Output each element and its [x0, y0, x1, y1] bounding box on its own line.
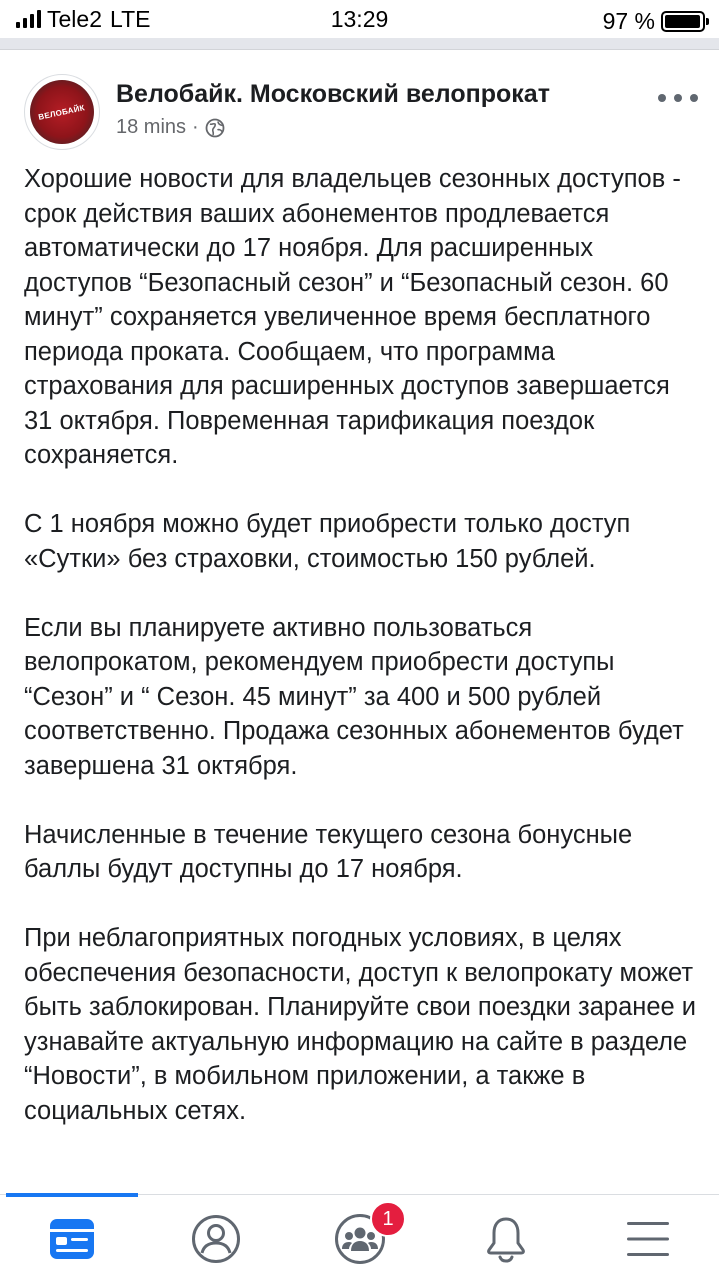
bottom-navigation [0, 1194, 719, 1280]
profile-icon [191, 1214, 241, 1264]
status-time: 13:29 [330, 6, 389, 32]
tab-profile[interactable] [188, 1211, 244, 1267]
post-paragraph: При неблагоприятных погодных условиях, в целях обеспечения безопасности, доступ к велопрокату может быть заблокирован. Планируйте свои поездки заранее и узнавайте актуальную информацию на сайте в разделе “Новости”, в мобильном приложении, а также в социальных сетях. [24, 924, 697, 1125]
logo-text: ВЕЛОБАЙК [37, 102, 87, 122]
battery-status [603, 8, 705, 35]
globe-icon [205, 118, 225, 138]
notification-badge: 1 [370, 1201, 406, 1237]
hamburger-icon [625, 1219, 671, 1259]
header-divider [0, 38, 719, 50]
post-meta [116, 116, 225, 139]
news-feed-icon [48, 1217, 96, 1261]
post-paragraph: Начисленные в течение текущего сезона бонусные баллы будут доступны до 17 ноября. [24, 820, 633, 883]
page-name[interactable]: Велобайк. Московский велопрокат [116, 80, 550, 108]
post-paragraph: Хорошие новости для владельцев сезонных доступов - срок действия ваших абонементов продлевается автоматически до 17 ноября. Для расширенных доступов “Безопасный сезон” и “Безопасный сезон. 60 минут” сохраняется увеличенное время бесплатного периода проката. Сообщаем, что программа страхования для расширенных доступов завершается 31 октября. Повременная тарификация поездок сохраняется. [24, 165, 681, 469]
tab-news-feed[interactable] [44, 1211, 100, 1267]
active-tab-indicator [6, 1193, 138, 1197]
network-type: LTE [109, 5, 151, 32]
post-paragraph: Если вы планируете активно пользоваться велопрокатом, рекомендуем приобрести доступы “Сезон” и “ Сезон. 45 минут” за 400 и 500 рублей соответственно. Продажа сезонных абонементов будет завершена 31 октября. [24, 613, 684, 780]
carrier-name: Tele2 [47, 5, 102, 32]
battery-icon [661, 11, 705, 32]
post-header [24, 72, 704, 152]
tab-menu[interactable] [620, 1211, 676, 1267]
bell-icon [484, 1215, 528, 1263]
tab-notifications[interactable] [478, 1211, 534, 1267]
battery-percent: 97 % [602, 8, 655, 34]
page-avatar[interactable] [24, 74, 100, 150]
post-text [24, 162, 704, 1163]
post-time[interactable]: 18 mins [116, 116, 187, 138]
post-paragraph: С 1 ноября можно будет приобрести только доступ «Сутки» без страховки, стоимостью 150 рублей. [24, 510, 631, 573]
status-bar [0, 0, 719, 38]
page-logo [30, 80, 94, 144]
meta-separator: · [192, 116, 199, 138]
more-options-icon[interactable] [658, 86, 698, 110]
